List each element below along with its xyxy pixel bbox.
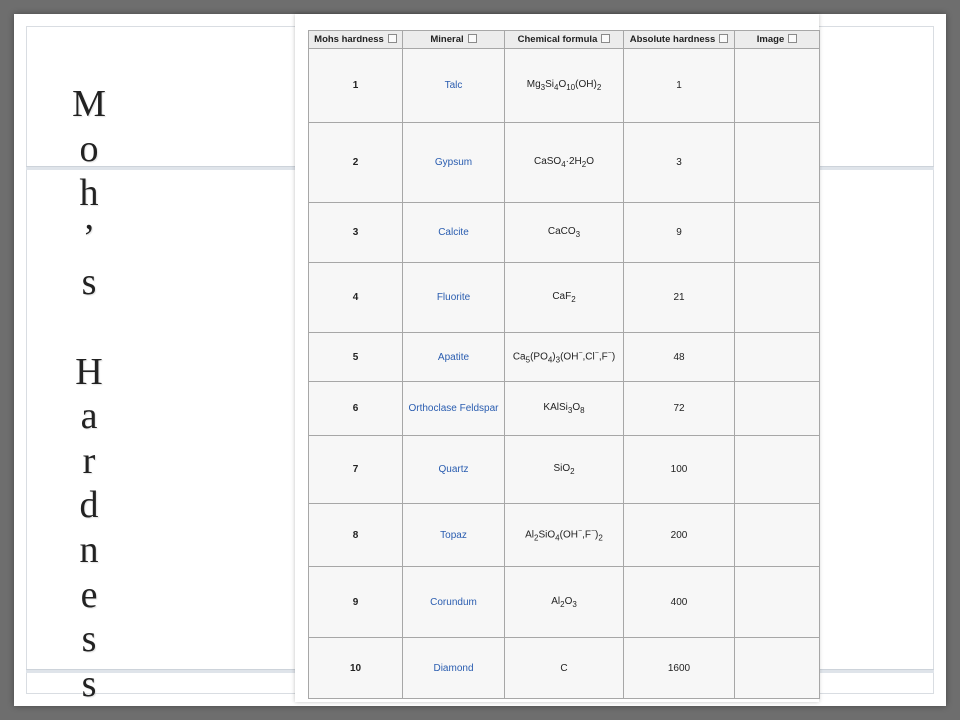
mohs-hardness-cell: 2 <box>309 123 403 203</box>
mineral-image-cell <box>735 203 820 263</box>
title-letter: d <box>79 484 99 527</box>
mineral-image-cell <box>735 49 820 123</box>
title-letter: M <box>72 83 106 125</box>
title-letter: o <box>79 127 99 170</box>
mohs-hardness-cell: 8 <box>309 504 403 567</box>
mineral-link[interactable]: Quartz <box>403 436 505 504</box>
table-row <box>309 436 820 504</box>
slide-title <box>54 82 124 706</box>
title-letter: ’ <box>82 216 96 259</box>
table-row <box>309 49 820 123</box>
absolute-hardness-cell: 1600 <box>624 638 735 699</box>
absolute-hardness-cell: 21 <box>624 263 735 333</box>
mohs-table <box>308 30 820 699</box>
mineral-link[interactable]: Diamond <box>403 638 505 699</box>
chemical-formula-cell: $Al_2SiO_4(OH^-,F^-)_2$ <box>505 504 624 567</box>
column-header[interactable] <box>624 31 735 49</box>
table-row <box>309 203 820 263</box>
mohs-table-image <box>295 14 819 702</box>
mineral-link[interactable]: Orthoclase Feldspar <box>403 382 505 436</box>
table-row <box>309 333 820 382</box>
chemical-formula-cell: CaCO$_3$ <box>505 203 624 263</box>
absolute-hardness-cell: 1 <box>624 49 735 123</box>
mineral-link[interactable]: Corundum <box>403 567 505 638</box>
column-header-label: Chemical formula <box>517 34 598 45</box>
table-row <box>309 263 820 333</box>
column-header[interactable] <box>505 31 624 49</box>
title-letter: H <box>75 350 103 393</box>
sort-icon[interactable] <box>719 34 728 43</box>
mineral-image-cell <box>735 436 820 504</box>
column-header-label: Mineral <box>430 34 464 45</box>
table-row <box>309 567 820 638</box>
column-header-label: Mohs hardness <box>314 34 384 45</box>
mineral-image-cell <box>735 567 820 638</box>
chemical-formula-cell: $KAlSi_3O_8$ <box>505 382 624 436</box>
mohs-hardness-cell: 6 <box>309 382 403 436</box>
mineral-link[interactable]: Talc <box>403 49 505 123</box>
sort-icon[interactable] <box>601 34 610 43</box>
mohs-hardness-cell: 9 <box>309 567 403 638</box>
table-row <box>309 382 820 436</box>
mohs-hardness-cell: 4 <box>309 263 403 333</box>
chemical-formula-cell: $Mg_3Si_4O_{10}(OH)_2$ <box>505 49 624 123</box>
absolute-hardness-cell: 48 <box>624 333 735 382</box>
mineral-image-cell <box>735 263 820 333</box>
sort-icon[interactable] <box>388 34 397 43</box>
absolute-hardness-cell: 72 <box>624 382 735 436</box>
sort-icon[interactable] <box>468 34 477 43</box>
table-row <box>309 638 820 699</box>
mineral-link[interactable]: Gypsum <box>403 123 505 203</box>
absolute-hardness-cell: 100 <box>624 436 735 504</box>
sort-icon[interactable] <box>788 34 797 43</box>
mineral-link[interactable]: Topaz <box>403 504 505 567</box>
mineral-image-cell <box>735 638 820 699</box>
chemical-formula-cell: $Al_2O_3$ <box>505 567 624 638</box>
absolute-hardness-cell: 200 <box>624 504 735 567</box>
mineral-link[interactable]: Calcite <box>403 203 505 263</box>
table-row <box>309 504 820 567</box>
mohs-hardness-cell: 3 <box>309 203 403 263</box>
mineral-image-cell <box>735 333 820 382</box>
chemical-formula-cell: SiO$_2$ <box>505 436 624 504</box>
absolute-hardness-cell: 3 <box>624 123 735 203</box>
mineral-image-cell <box>735 382 820 436</box>
title-letter: s <box>81 662 97 705</box>
column-header[interactable] <box>309 31 403 49</box>
column-header[interactable] <box>403 31 505 49</box>
mohs-hardness-cell: 7 <box>309 436 403 504</box>
title-letter: n <box>79 528 99 571</box>
title-letter: r <box>82 439 96 482</box>
column-header-label: Absolute hardness <box>629 34 716 45</box>
chemical-formula-cell: $CaSO_4\cdot 2H_2O$ <box>505 123 624 203</box>
title-letter: h <box>79 172 99 215</box>
title-letter: e <box>80 573 98 616</box>
title-letter <box>54 305 124 350</box>
chemical-formula-cell: $Ca_5(PO_4)_3(OH^-,Cl^-,F^-)$ <box>505 333 624 382</box>
mohs-hardness-cell: 1 <box>309 49 403 123</box>
mineral-image-cell <box>735 504 820 567</box>
table-row <box>309 123 820 203</box>
column-header[interactable] <box>735 31 820 49</box>
title-letter: s <box>81 618 97 661</box>
mohs-hardness-cell: 10 <box>309 638 403 699</box>
chemical-formula-cell: CaF$_2$ <box>505 263 624 333</box>
mineral-link[interactable]: Apatite <box>403 333 505 382</box>
title-letter: s <box>81 261 97 304</box>
title-letter: a <box>80 395 98 438</box>
column-header-label: Image <box>756 34 785 45</box>
mineral-image-cell <box>735 123 820 203</box>
absolute-hardness-cell: 9 <box>624 203 735 263</box>
absolute-hardness-cell: 400 <box>624 567 735 638</box>
chemical-formula-cell: C <box>505 638 624 699</box>
mineral-link[interactable]: Fluorite <box>403 263 505 333</box>
table-header-row <box>309 31 820 49</box>
mohs-hardness-cell: 5 <box>309 333 403 382</box>
